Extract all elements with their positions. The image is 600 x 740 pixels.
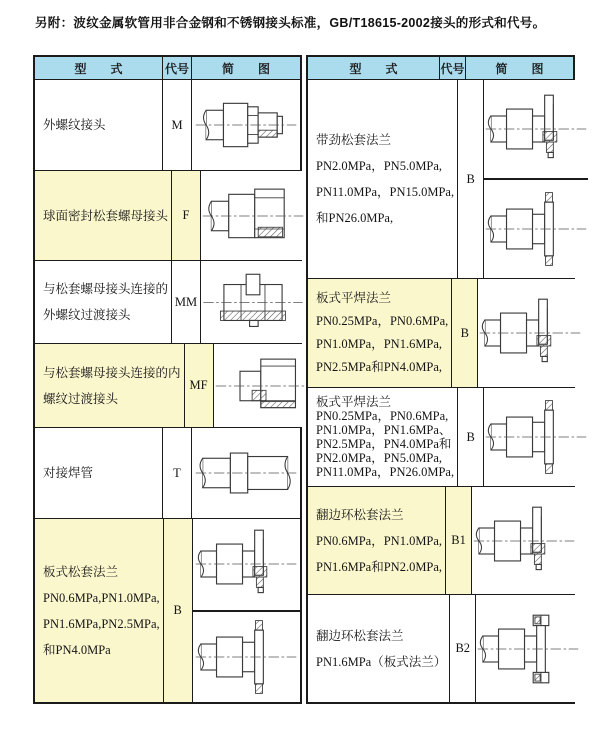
fitting-type-line: PN0.6MPa，PN1.0MPa, [316, 533, 443, 548]
fitting-code-cell: B [458, 80, 484, 278]
fitting-type-cell [35, 171, 172, 260]
column-header-type: 型 式 [35, 57, 163, 79]
fitting-diagram-cell [201, 261, 305, 343]
table-row [35, 170, 300, 260]
butt-weld-tube-diagram [194, 433, 298, 513]
ring-clips-flange-diagram [476, 609, 580, 689]
diagram-subcell [472, 487, 576, 594]
fitting-type-line: PN11.0MPa，PN26.0MPa, [316, 465, 455, 479]
fitting-type-cell [308, 80, 458, 278]
fitting-diagram-cell [472, 487, 576, 594]
fitting-type-line: 螺纹过渡接头 [43, 391, 119, 406]
table-row [35, 80, 300, 170]
fitting-diagram-cell [192, 80, 300, 170]
diagram-subcell [201, 171, 305, 260]
fitting-type-line: PN2.5MPa和PN4.0MPa, [316, 360, 443, 374]
fitting-type-cell [35, 261, 172, 343]
loose-flange-studs-diagram [484, 397, 588, 477]
fitting-type-line: PN1.0MPa，PN1.6MPa, [316, 337, 443, 351]
diagram-subcell [484, 388, 588, 486]
fitting-type-line: 和PN4.0MPa [43, 642, 111, 657]
diagram-subcell [192, 428, 300, 518]
right-table-header-row [308, 57, 573, 80]
fitting-type-cell [35, 428, 163, 518]
fitting-diagram-cell [484, 80, 588, 278]
diagram-subcell [192, 80, 300, 170]
loose-flange-up-diagram [472, 501, 576, 581]
fitting-diagram-cell [193, 519, 300, 702]
male-thread-fitting-diagram [194, 85, 298, 165]
fitting-type-line: PN0.25MPa，PN0.6MPa, [316, 409, 449, 423]
fitting-type-line: 球面密封松套螺母接头 [43, 208, 169, 223]
fitting-type-cell [35, 519, 164, 702]
column-header-code: 代号 [440, 57, 466, 79]
column-header-code: 代号 [163, 57, 192, 79]
fitting-type-line: 与松套螺母接头连接的 [43, 282, 169, 296]
diagram-subcell [484, 178, 588, 278]
fitting-type-line: PN0.25MPa，PN0.6MPa, [316, 314, 449, 328]
diagram-subcell [478, 279, 582, 387]
table-row [308, 486, 573, 594]
loose-flange-studs-diagram [484, 189, 588, 269]
fitting-type-line: PN1.6MPa（板式法兰） [316, 654, 447, 669]
fitting-type-line: 翻边环松套法兰 [316, 628, 404, 643]
male-female-adapter-diagram [214, 347, 318, 425]
fitting-type-line: PN2.5MPa，PN4.0MPa和 [316, 437, 452, 451]
diagram-subcell [476, 595, 580, 702]
loose-flange-up-diagram [478, 293, 582, 373]
table-row [35, 518, 300, 702]
fitting-diagram-cell [478, 279, 582, 387]
left-table-body [35, 80, 300, 702]
fitting-type-line: PN0.6MPa,PN1.0MPa, [43, 590, 160, 605]
diagram-subcell [193, 519, 300, 610]
left-fittings-table [33, 55, 302, 704]
table-row [35, 427, 300, 518]
fitting-type-line: 翻边环松套法兰 [316, 507, 404, 522]
fitting-type-line: 对接焊管 [43, 466, 94, 480]
fitting-type-line: 和PN26.0MPa, [316, 211, 394, 225]
fitting-code-cell: MM [172, 261, 201, 343]
fitting-type-line: 外螺纹接头 [43, 118, 106, 132]
fitting-type-line: PN11.0MPa，PN15.0MPa, [316, 185, 455, 199]
loose-flange-up-diagram [484, 89, 588, 169]
table-row [308, 594, 573, 702]
diagram-subcell [193, 610, 300, 703]
male-male-nipple-diagram [201, 264, 305, 341]
diagram-subcell [214, 344, 318, 427]
column-header-diagram: 简 图 [495, 61, 544, 76]
fitting-type-line: PN1.6MPa和PN2.0MPa, [316, 559, 443, 574]
fitting-code-cell: B [452, 279, 478, 387]
table-row [35, 343, 300, 427]
fitting-type-line: PN2.0MPa，PN5.0MPa, [316, 451, 443, 465]
right-fittings-table [306, 55, 575, 704]
left-table-header-row [35, 57, 300, 80]
fitting-type-cell [35, 80, 163, 170]
fitting-code-cell: M [163, 80, 192, 170]
right-table-body [308, 80, 573, 702]
fitting-type-cell [308, 487, 446, 594]
diagram-subcell [201, 261, 305, 343]
column-header-type: 型 式 [308, 57, 440, 79]
fitting-type-line: 带劲松套法兰 [316, 133, 392, 147]
fitting-code-cell: B [458, 388, 484, 486]
fitting-type-cell [308, 388, 458, 486]
loose-flange-studs-diagram [194, 617, 298, 697]
fitting-code-cell: B [164, 519, 193, 702]
fitting-code-cell: F [172, 171, 201, 260]
fitting-diagram-cell [476, 595, 580, 702]
fitting-type-line: 板式松套法兰 [43, 564, 119, 579]
fitting-diagram-cell [201, 171, 305, 260]
fitting-type-line: 板式平焊法兰 [316, 291, 392, 305]
fitting-diagram-cell [214, 344, 318, 427]
fitting-type-cell [308, 595, 450, 702]
fitting-code-cell: T [163, 428, 192, 518]
diagram-subcell [484, 80, 588, 178]
fitting-type-cell [308, 279, 452, 387]
fitting-type-line: 外螺纹过渡接头 [43, 308, 131, 322]
fitting-diagram-cell [192, 428, 300, 518]
page-title: 另附：波纹金属软管用非合金钢和不锈钢接头标准，GB/T18615-2002接头的形式和代号。 [35, 16, 546, 30]
fittings-tables [33, 55, 575, 704]
fitting-diagram-cell [484, 388, 588, 486]
fitting-code-cell: MF [185, 344, 214, 427]
fitting-type-line: 板式平焊法兰 [316, 395, 392, 409]
fitting-type-line: PN1.6MPa,PN2.5MPa, [43, 616, 160, 631]
table-row [308, 387, 573, 486]
table-row [308, 80, 573, 278]
table-row [308, 278, 573, 387]
table-row [35, 260, 300, 343]
column-header-diagram: 简 图 [221, 61, 270, 76]
fitting-type-line: PN2.0MPa，PN5.0MPa, [316, 159, 443, 173]
union-nut-fitting-diagram [201, 176, 305, 256]
fitting-type-cell [35, 344, 185, 427]
loose-flange-up-diagram [194, 524, 298, 604]
fitting-type-line: PN1.0MPa，PN1.6MPa、 [316, 423, 452, 437]
fitting-code-cell: B2 [450, 595, 476, 702]
fitting-code-cell: B1 [446, 487, 472, 594]
fitting-type-line: 与松套螺母接头连接的内 [43, 365, 181, 380]
